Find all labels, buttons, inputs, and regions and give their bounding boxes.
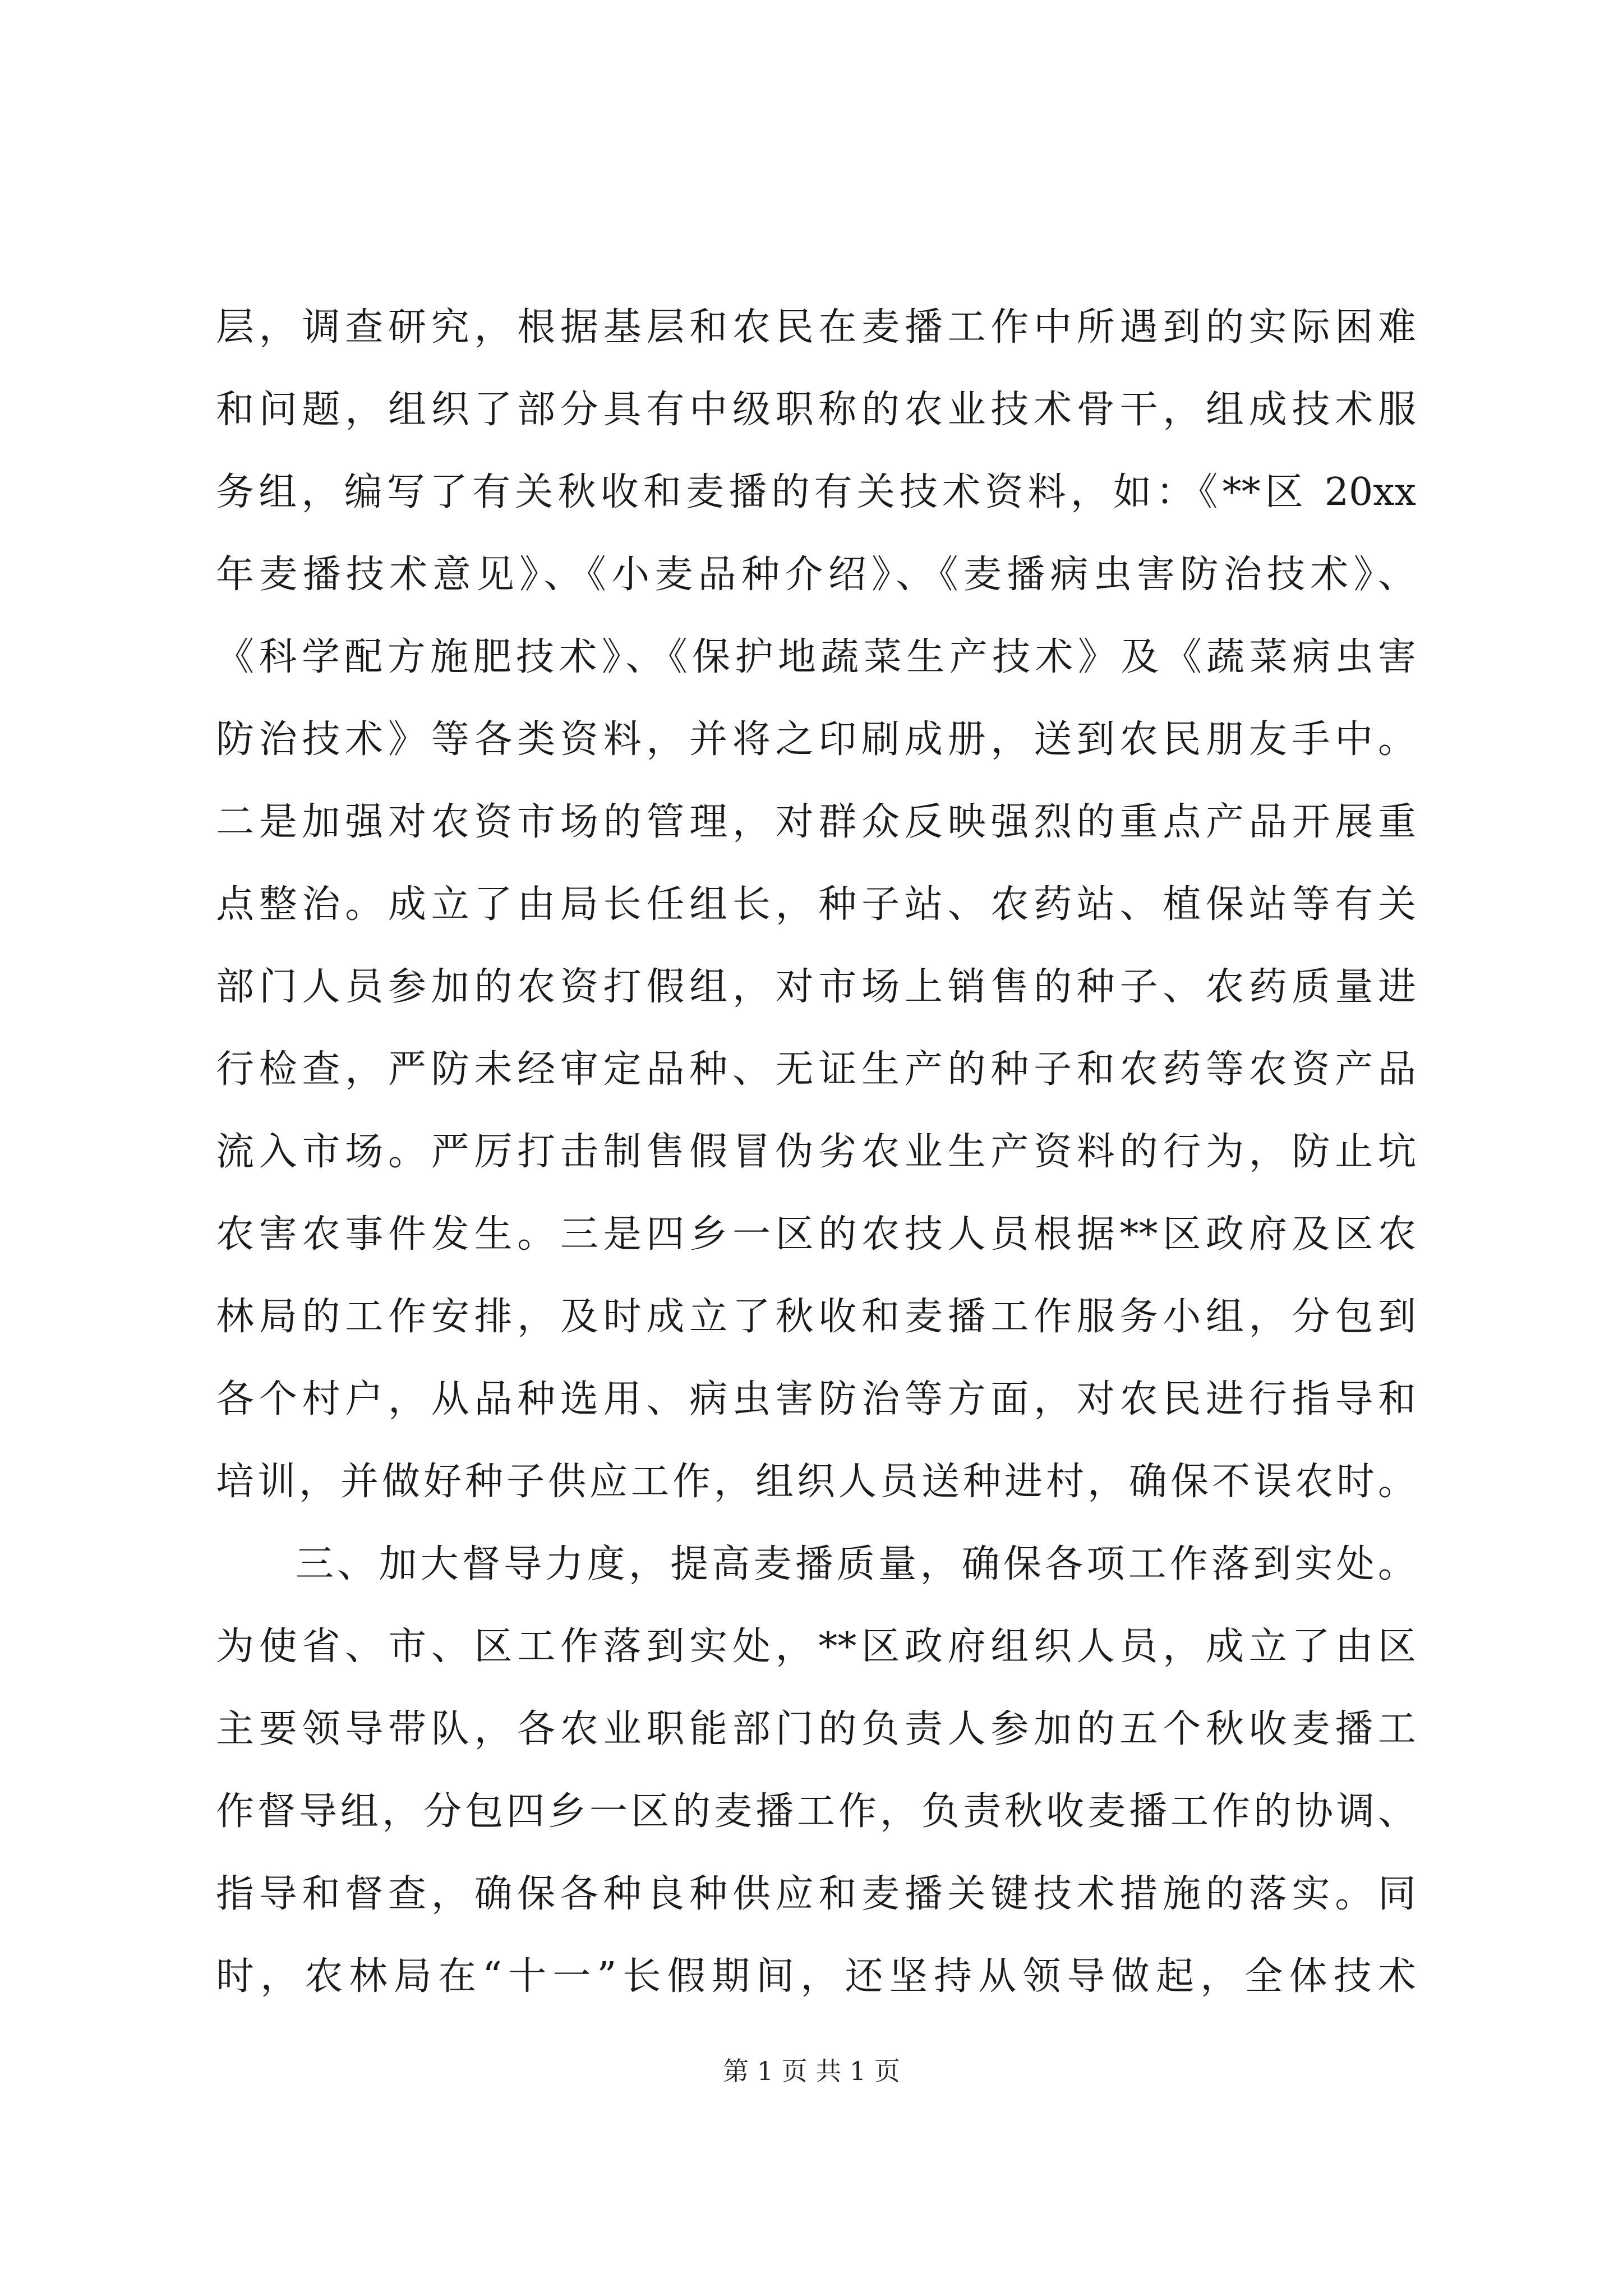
text-line: 培训，并做好种子供应工作，组织人员送种进村，确保不误农时。: [216, 1460, 1416, 1504]
text-line: 和问题，组织了部分具有中级职称的农业技术骨干，组成技术服: [216, 388, 1416, 432]
text-line: 林局的工作安排，及时成立了秋收和麦播工作服务小组，分包到: [216, 1295, 1416, 1339]
text-line: 点整治。成立了由局长任组长，种子站、农药站、植保站等有关: [216, 882, 1416, 927]
text-line: 作督导组，分包四乡一区的麦播工作，负责秋收麦播工作的协调、: [216, 1789, 1416, 1834]
text-line: 防治技术》等各类资料，并将之印刷成册，送到农民朋友手中。: [216, 717, 1416, 762]
text-line: 年麦播技术意见》、《小麦品种介绍》、《麦播病虫害防治技术》、: [216, 553, 1416, 597]
text-line: 层，调查研究，根据基层和农民在麦播工作中所遇到的实际困难: [216, 305, 1416, 349]
text-line: 务组，编写了有关秋收和麦播的有关技术资料，如：《**区 20xx: [216, 470, 1416, 514]
text-line: 为使省、市、区工作落到实处，**区政府组织人员，成立了由区: [216, 1625, 1416, 1669]
page-footer: [0, 2054, 1623, 2088]
section-heading-line: 三、加大督导力度，提高麦播质量，确保各项工作落到实处。: [296, 1542, 1416, 1586]
text-line: 时，农林局在“十一”长假期间，还坚持从领导做起，全体技术: [216, 1954, 1416, 1999]
text-line: 二是加强对农资市场的管理，对群众反映强烈的重点产品开展重: [216, 800, 1416, 844]
text-line: 各个村户，从品种选用、病虫害防治等方面，对农民进行指导和: [216, 1377, 1416, 1421]
text-line: 主要领导带队，各农业职能部门的负责人参加的五个秋收麦播工: [216, 1707, 1416, 1751]
text-line: 《科学配方施肥技术》、《保护地蔬菜生产技术》及《蔬菜病虫害: [216, 635, 1416, 679]
text-line: 部门人员参加的农资打假组，对市场上销售的种子、农药质量进: [216, 965, 1416, 1009]
text-line: 农害农事件发生。三是四乡一区的农技人员根据**区政府及区农: [216, 1212, 1416, 1257]
page-number-label: 第 1 页 共 1 页: [723, 2056, 900, 2086]
text-line: 行检查，严防未经审定品种、无证生产的种子和农药等农资产品: [216, 1047, 1416, 1092]
body-text: [216, 286, 1416, 2018]
text-line: 指导和督查，确保各种良种供应和麦播关键技术措施的落实。同: [216, 1872, 1416, 1916]
text-line: 流入市场。严厉打击制售假冒伪劣农业生产资料的行为，防止坑: [216, 1130, 1416, 1174]
